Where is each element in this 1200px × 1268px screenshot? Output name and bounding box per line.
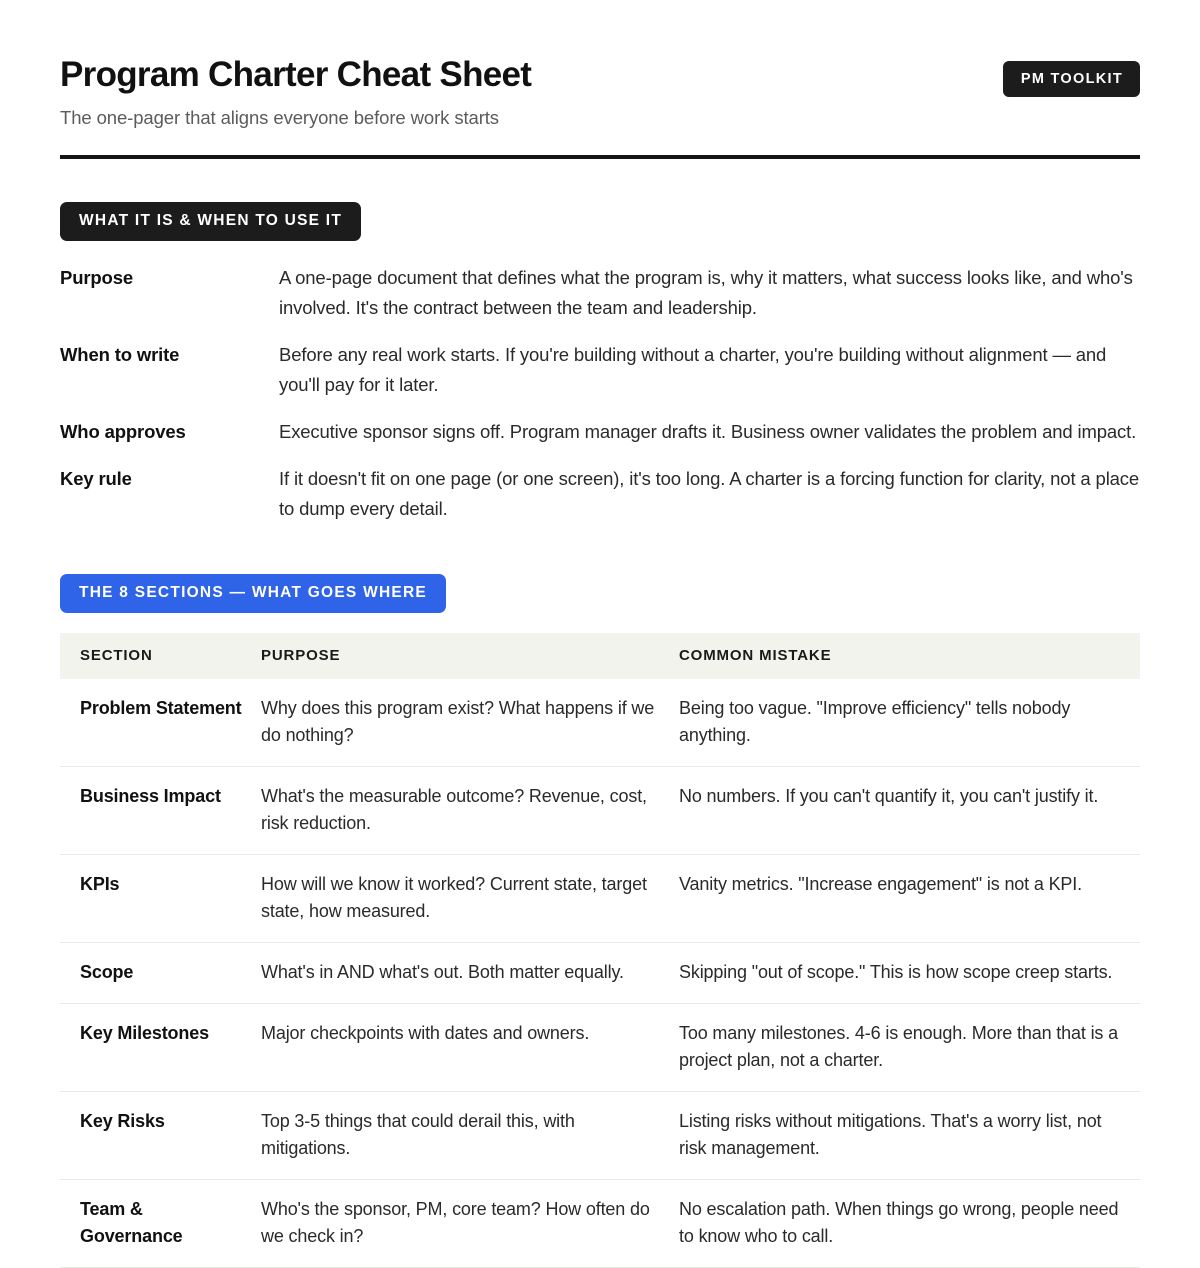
cell-purpose: What's the measurable outcome? Revenue, cost, risk reduction.: [261, 786, 647, 834]
cell-purpose: Major checkpoints with dates and owners.: [261, 1023, 590, 1044]
cell-common-mistake: Being too vague. "Improve efficiency" tells nobody anything.: [679, 698, 1071, 746]
cell-common-mistake: No escalation path. When things go wrong, people need to know who to call.: [679, 1199, 1119, 1247]
table-row: [60, 1180, 1140, 1268]
cell-common-mistake: No numbers. If you can't quantify it, you can't justify it.: [679, 786, 1099, 807]
cell-purpose: What's in AND what's out. Both matter equally.: [261, 962, 624, 983]
section-what-it-is: [60, 202, 1140, 524]
table-row: [60, 1004, 1140, 1092]
definition-term: Key rule: [60, 468, 132, 490]
section-eight-sections: [60, 574, 1140, 1268]
section-heading-what-it-is: WHAT IT IS & WHEN TO USE IT: [60, 202, 361, 241]
sections-table: [60, 633, 1140, 1268]
cell-section: Business Impact: [80, 786, 221, 807]
table-row: [60, 767, 1140, 855]
definition-row: [60, 417, 1140, 447]
cell-common-mistake: Listing risks without mitigations. That's a worry list, not risk management.: [679, 1111, 1102, 1159]
definition-description: If it doesn't fit on one page (or one screen), it's too long. A charter is a forcing function for clarity, not a place to dump every detail.: [279, 468, 1140, 520]
cell-section: Key Milestones: [80, 1023, 209, 1044]
definition-row: [60, 340, 1140, 400]
definition-term: Purpose: [60, 267, 133, 289]
definition-row: [60, 464, 1140, 524]
cell-section: Key Risks: [80, 1111, 165, 1132]
table-row: [60, 1092, 1140, 1180]
definition-description: A one-page document that defines what the program is, why it matters, what success looks like, and who's involved. It's the contract between the team and leadership.: [279, 267, 1133, 319]
section-heading-eight-sections: THE 8 SECTIONS — WHAT GOES WHERE: [60, 574, 446, 613]
cell-purpose: Who's the sponsor, PM, core team? How often do we check in?: [261, 1199, 650, 1247]
pm-toolkit-badge: PM TOOLKIT: [1003, 61, 1140, 97]
cell-section: KPIs: [80, 874, 120, 895]
page-subtitle: The one-pager that aligns everyone before work starts: [60, 107, 499, 129]
header-divider: [60, 155, 1140, 159]
page-header: [60, 0, 1140, 129]
column-header-section: SECTION: [80, 647, 153, 665]
definition-term: When to write: [60, 344, 180, 366]
cell-section: Scope: [80, 962, 134, 983]
definition-list: [60, 263, 1140, 524]
column-header-common-mistake: COMMON MISTAKE: [679, 647, 832, 665]
cell-section: Team & Governance: [80, 1199, 183, 1247]
cell-common-mistake: Vanity metrics. "Increase engagement" is not a KPI.: [679, 874, 1082, 895]
definition-description: Executive sponsor signs off. Program manager drafts it. Business owner validates the problem and impact.: [279, 421, 1137, 443]
cell-common-mistake: Too many milestones. 4-6 is enough. More than that is a project plan, not a charter.: [679, 1023, 1118, 1071]
cell-purpose: Why does this program exist? What happens if we do nothing?: [261, 698, 655, 746]
table-header-row: [60, 633, 1140, 679]
cell-section: Problem Statement: [80, 698, 242, 719]
table-row: [60, 679, 1140, 767]
definition-term: Who approves: [60, 421, 186, 443]
cell-purpose: Top 3-5 things that could derail this, with mitigations.: [261, 1111, 575, 1159]
definition-description: Before any real work starts. If you're building without a charter, you're building without alignment — and you'll pay for it later.: [279, 344, 1107, 396]
definition-row: [60, 263, 1140, 323]
cell-purpose: How will we know it worked? Current state, target state, how measured.: [261, 874, 647, 922]
page-title: Program Charter Cheat Sheet: [60, 55, 532, 94]
cell-common-mistake: Skipping "out of scope." This is how scope creep starts.: [679, 962, 1113, 983]
table-row: [60, 855, 1140, 943]
table-row: [60, 943, 1140, 1004]
column-header-purpose: PURPOSE: [261, 647, 341, 665]
